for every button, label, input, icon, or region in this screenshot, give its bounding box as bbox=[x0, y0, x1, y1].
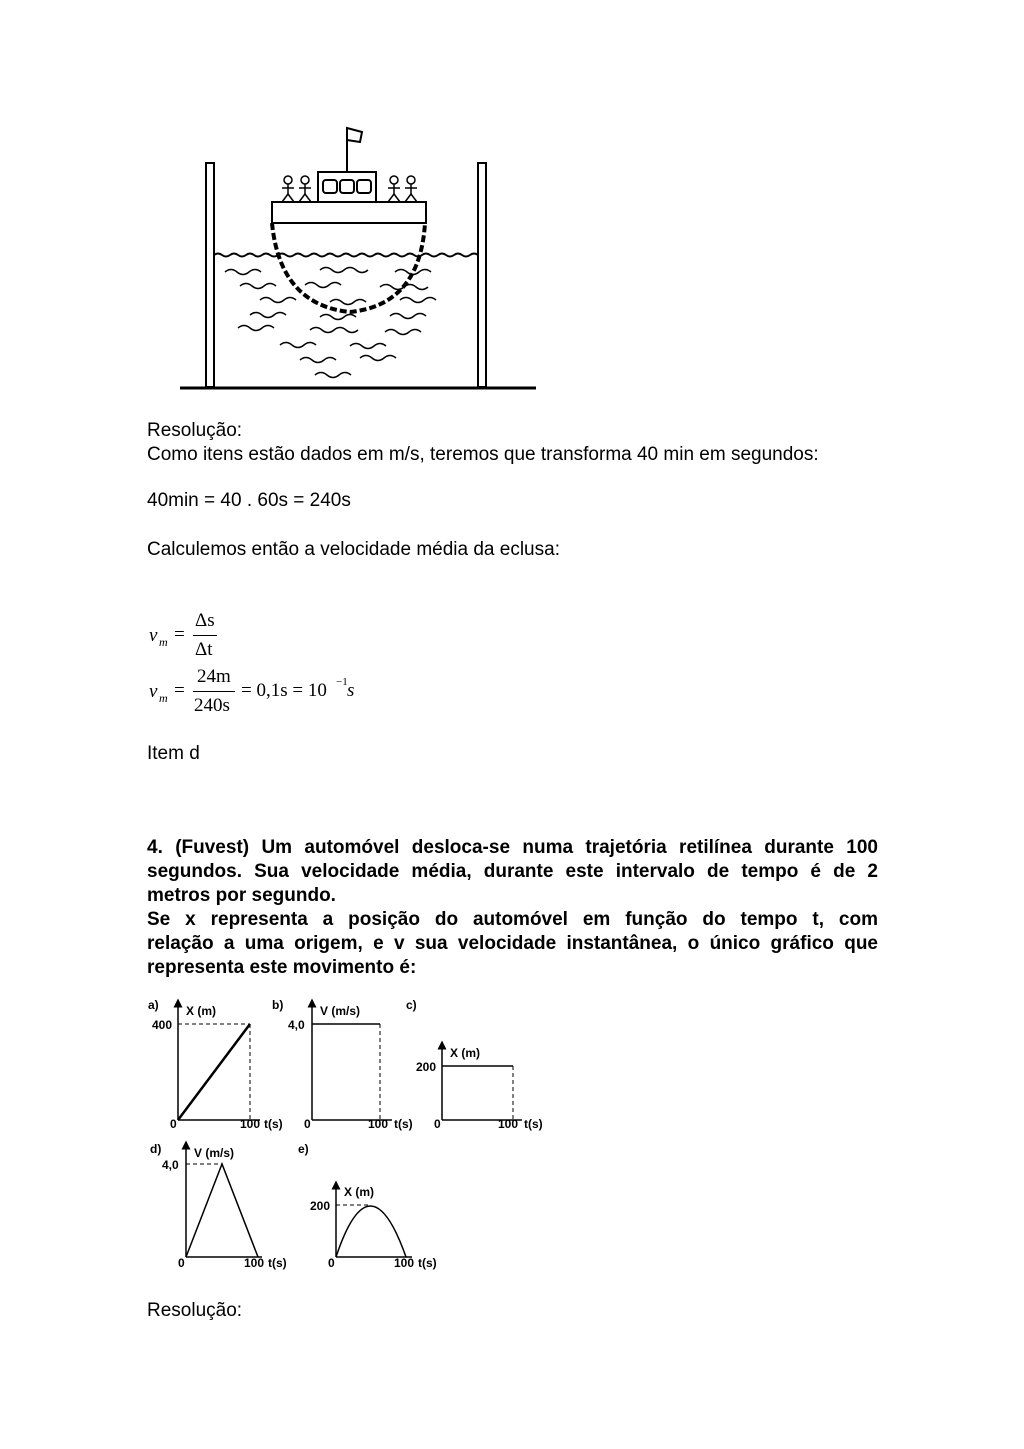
formula-delta-t: Δt bbox=[195, 639, 213, 660]
formula-fraction-bar-1 bbox=[193, 635, 217, 636]
graph-c-xtick: 100 bbox=[498, 1117, 519, 1131]
boat-lock-illustration bbox=[170, 120, 550, 395]
option-graphs bbox=[140, 995, 560, 1280]
graph-c-ytick: 200 bbox=[416, 1060, 437, 1074]
graph-a-letter: a) bbox=[148, 998, 159, 1012]
graph-c bbox=[406, 998, 543, 1131]
graph-b-origin: 0 bbox=[304, 1117, 311, 1131]
calc-line: Calculemos então a velocidade média da eclusa: bbox=[147, 539, 560, 560]
answer-line: Item d bbox=[147, 743, 200, 764]
graph-d-letter: d) bbox=[150, 1142, 162, 1156]
graph-e-xtick: 100 bbox=[394, 1256, 415, 1270]
graph-b bbox=[272, 998, 413, 1131]
formula-exponent: −1 bbox=[336, 676, 348, 688]
graph-d-ytick: 4,0 bbox=[162, 1158, 179, 1172]
question-line-6: representa este movimento é: bbox=[147, 957, 417, 978]
graph-e bbox=[298, 1142, 437, 1270]
question-line-1: 4. (Fuvest) Um automóvel desloca-se numa trajetória retilínea durante 100 bbox=[147, 837, 878, 858]
graph-e-ylabel: X (m) bbox=[344, 1185, 374, 1199]
graph-d-xtick: 100 bbox=[244, 1256, 265, 1270]
graph-d-origin: 0 bbox=[178, 1256, 185, 1270]
resolution-heading: Resolução: bbox=[147, 420, 243, 441]
formula-unit: s bbox=[347, 680, 355, 701]
graph-d-line bbox=[186, 1164, 258, 1257]
formula-delta-s: Δs bbox=[195, 610, 215, 631]
graph-b-letter: b) bbox=[272, 998, 284, 1012]
formula-sub-m: m bbox=[159, 635, 168, 649]
graph-d-ylabel: V (m/s) bbox=[194, 1146, 235, 1160]
graph-d-xlabel: t(s) bbox=[268, 1256, 287, 1270]
graph-b-xlabel: t(s) bbox=[394, 1117, 413, 1131]
graph-d bbox=[150, 1142, 287, 1270]
formula-eq-2: = bbox=[174, 680, 185, 701]
graph-a-xtick: 100 bbox=[240, 1117, 261, 1131]
conversion-line: 40min = 40 . 60s = 240s bbox=[147, 490, 351, 511]
graph-e-ytick: 200 bbox=[310, 1199, 331, 1213]
question-line-4: Se x representa a posição do automóvel em função do tempo t, com bbox=[147, 909, 878, 930]
graph-e-origin: 0 bbox=[328, 1256, 335, 1270]
graph-a-ytick: 400 bbox=[152, 1018, 173, 1032]
formula-sub-m-2: m bbox=[159, 691, 168, 705]
graph-a bbox=[148, 998, 283, 1131]
graph-c-xlabel: t(s) bbox=[524, 1117, 543, 1131]
graph-e-line bbox=[336, 1206, 406, 1257]
question-line-2: segundos. Sua velocidade média, durante este intervalo de tempo é de 2 bbox=[147, 861, 878, 882]
formula-v: v bbox=[149, 625, 158, 646]
question-line-5: relação a uma origem, e v sua velocidade instantânea, o único gráfico que bbox=[147, 933, 878, 954]
formula-denominator: 240s bbox=[194, 695, 230, 716]
graph-a-ylabel: X (m) bbox=[186, 1004, 216, 1018]
formula-v-2: v bbox=[149, 681, 158, 702]
formula-fraction-bar-2 bbox=[193, 691, 235, 692]
graph-a-origin: 0 bbox=[170, 1117, 177, 1131]
graph-b-ylabel: V (m/s) bbox=[320, 1004, 361, 1018]
graph-a-line bbox=[178, 1024, 250, 1120]
formula-numerator: 24m bbox=[197, 666, 231, 687]
question-line-3: metros por segundo. bbox=[147, 885, 336, 906]
intro-line: Como itens estão dados em m/s, teremos que transforma 40 min em segundos: bbox=[147, 444, 819, 465]
graph-c-ylabel: X (m) bbox=[450, 1046, 480, 1060]
resolution-heading-2: Resolução: bbox=[147, 1300, 243, 1321]
graph-c-origin: 0 bbox=[434, 1117, 441, 1131]
graph-b-xtick: 100 bbox=[368, 1117, 389, 1131]
graph-a-xlabel: t(s) bbox=[264, 1117, 283, 1131]
graph-c-letter: c) bbox=[406, 998, 417, 1012]
formula-eq: = bbox=[174, 624, 185, 645]
graph-b-ytick: 4,0 bbox=[288, 1018, 305, 1032]
graph-e-letter: e) bbox=[298, 1142, 309, 1156]
graph-e-xlabel: t(s) bbox=[418, 1256, 437, 1270]
formula-result: = 0,1s = 10 bbox=[241, 680, 327, 701]
formula-block bbox=[147, 605, 407, 725]
